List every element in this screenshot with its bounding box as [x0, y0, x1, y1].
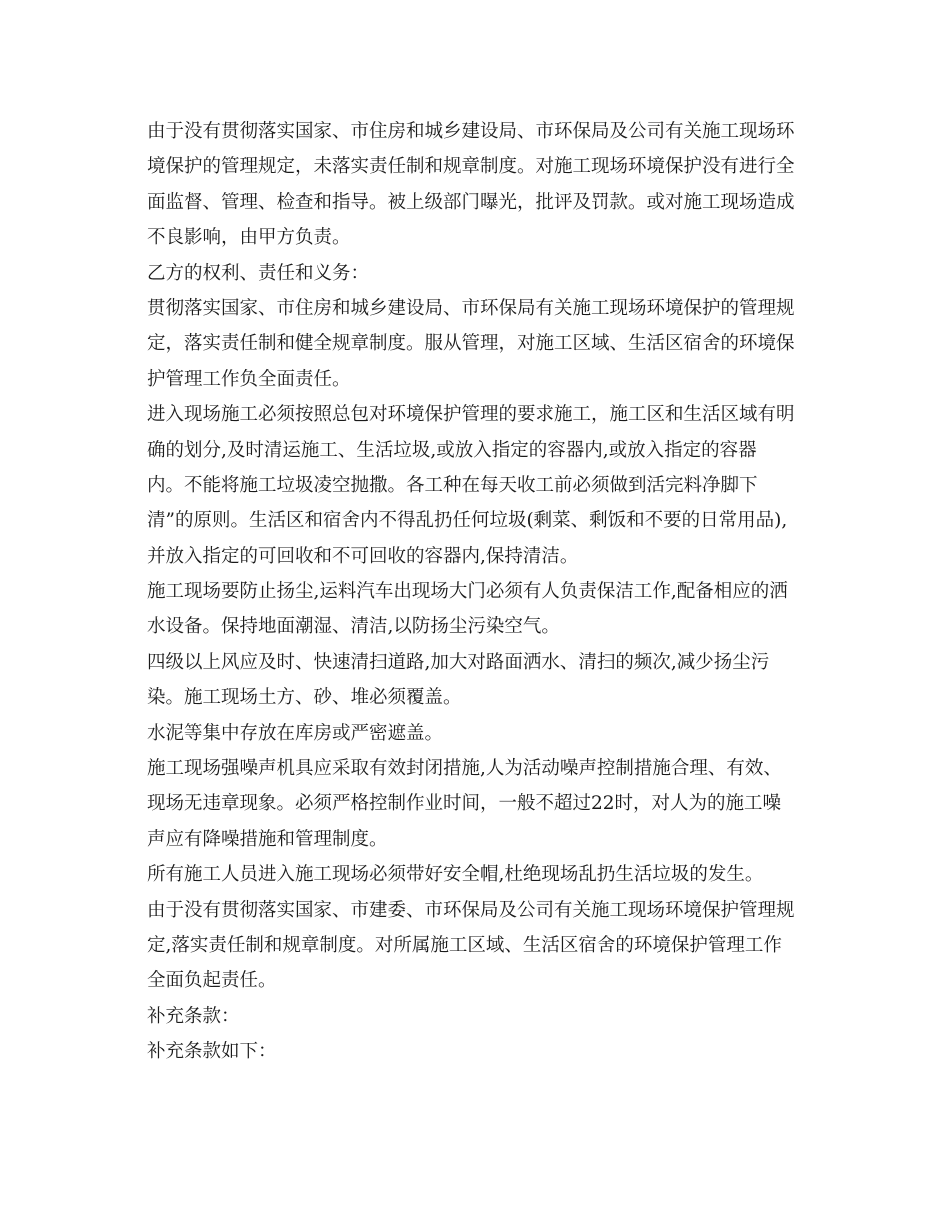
text-line: 所有施工人员进入施工现场必须带好安全帽,杜绝现场乱扔生活垃圾的发生。	[147, 864, 764, 886]
text-line: 清”的原则。生活区和宿舍内不得乱扔任何垃圾(剩菜、剩饭和不要的日常用品),	[147, 510, 788, 532]
text-line: 贯彻落实国家、市住房和城乡建设局、市环保局有关施工现场环境保护的管理规	[147, 297, 795, 319]
text-line: 四级以上风应及时、快速清扫道路,加大对路面洒水、清扫的频次,减少扬尘污	[147, 651, 770, 673]
text-line: 施工现场要防止扬尘,运料汽车出现场大门必须有人负责保洁工作,配备相应的洒	[147, 581, 788, 603]
text-line: 全面负起责任。	[147, 970, 277, 992]
text-line: 境保护的管理规定，未落实责任制和规章制度。对施工现场环境保护没有进行全	[147, 156, 795, 178]
section-heading: 补充条款：	[147, 1005, 240, 1027]
text-line: 补充条款如下：	[147, 1041, 277, 1063]
text-line: 内。不能将施工垃圾凌空抛撒。各工种在每天收工前必须做到活完料净脚下	[147, 474, 758, 496]
section-heading: 乙方的权利、责任和义务：	[147, 262, 370, 284]
text-line: 护管理工作负全面责任。	[147, 368, 351, 390]
text-line: 确的划分,及时清运施工、生活垃圾,或放入指定的容器内,或放入指定的容器	[147, 439, 757, 461]
text-line: 水泥等集中存放在库房或严密遮盖。	[147, 722, 444, 744]
text-line: 施工现场强噪声机具应采取有效封闭措施,人为活动噪声控制措施合理、有效、	[147, 758, 782, 780]
text-line: 染。施工现场土方、砂、堆必须覆盖。	[147, 687, 462, 709]
text-line: 由于没有贯彻落实国家、市住房和城乡建设局、市环保局及公司有关施工现场环	[147, 121, 795, 142]
text-line: 声应有降噪措施和管理制度。	[147, 828, 388, 850]
text-line: 定,落实责任制和规章制度。对所属施工区域、生活区宿舍的环境保护管理工作	[147, 934, 782, 956]
text-line: 水设备。保持地面潮湿、清洁,以防扬尘污染空气。	[147, 616, 560, 638]
text-line: 并放入指定的可回收和不可回收的容器内,保持清洁。	[147, 545, 579, 567]
text-line: 面监督、管理、检查和指导。被上级部门曝光，批评及罚款。或对施工现场造成	[147, 191, 795, 213]
text-line: 定，落实责任制和健全规章制度。服从管理，对施工区域、生活区宿舍的环境保	[147, 333, 795, 355]
text-line: 由于没有贯彻落实国家、市建委、市环保局及公司有关施工现场环境保护管理规	[147, 899, 795, 921]
document-body	[147, 114, 807, 1070]
text-line: 不良影响，由甲方负责。	[147, 227, 351, 249]
text-line: 进入现场施工必须按照总包对环境保护管理的要求施工，施工区和生活区域有明	[147, 404, 795, 426]
text-line: 现场无违章现象。必须严格控制作业时间，一般不超过22时，对人为的施工噪	[147, 793, 782, 815]
